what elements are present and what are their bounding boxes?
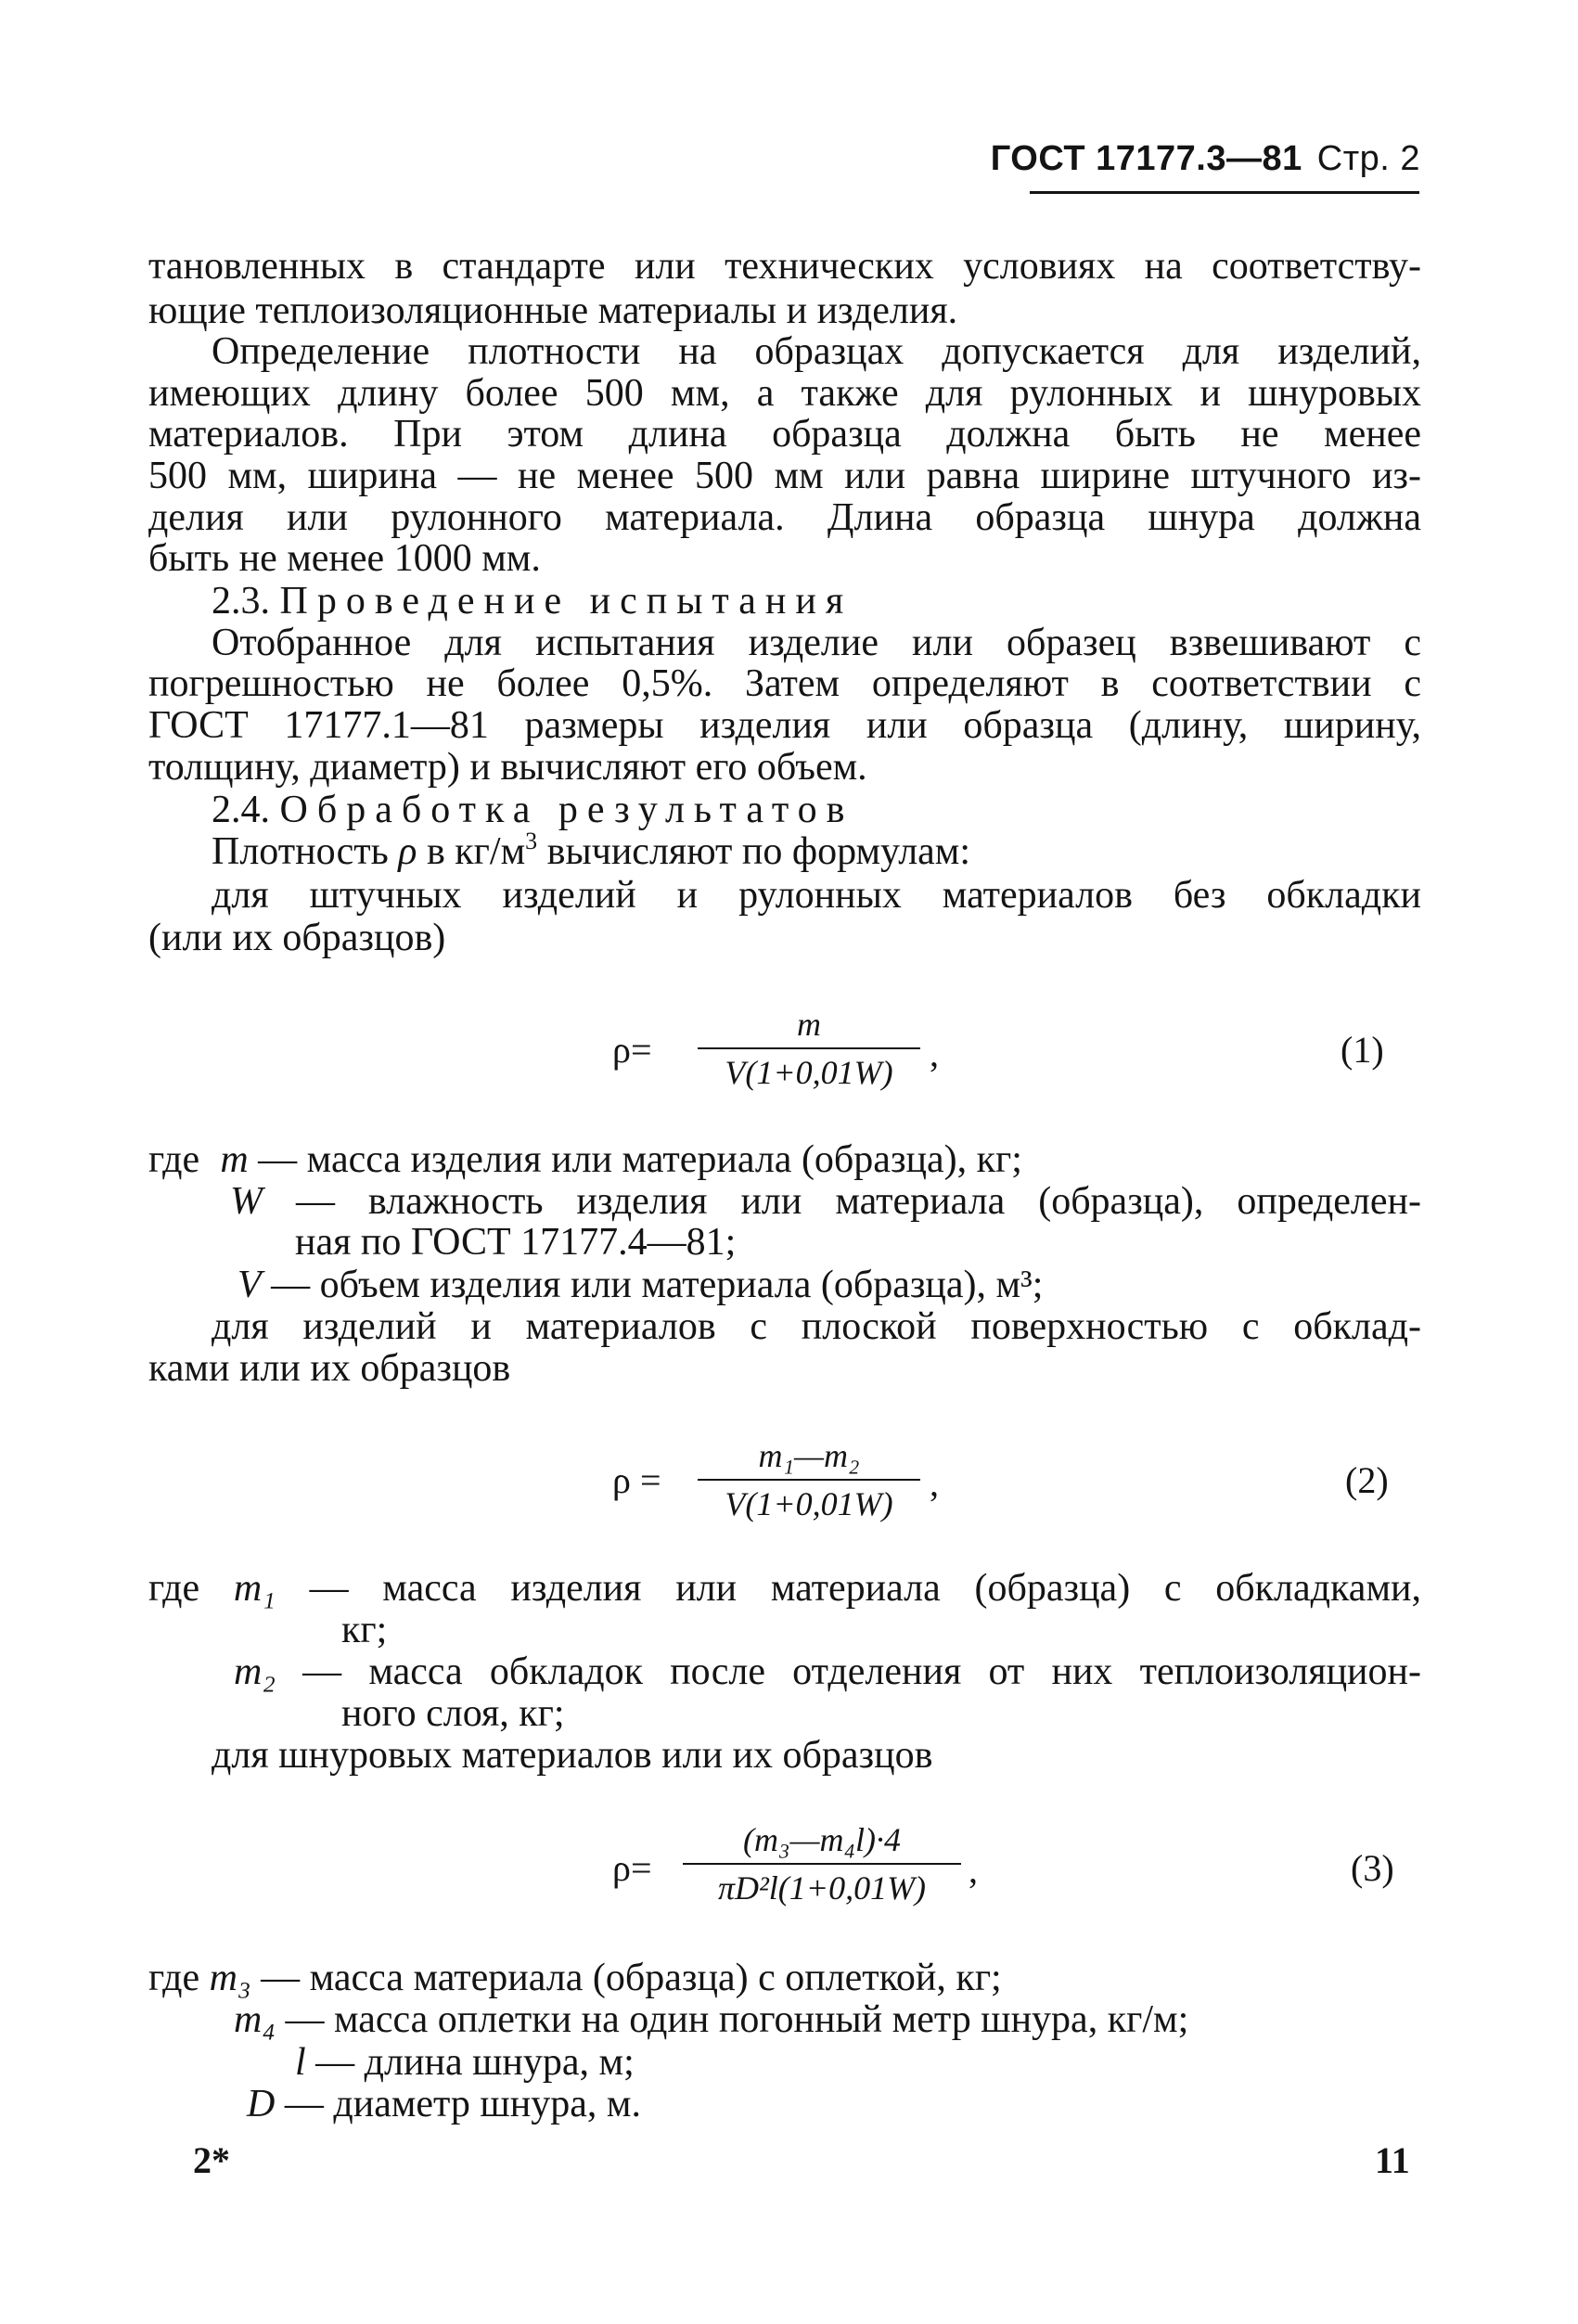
page-number: 11 xyxy=(1375,2139,1410,2181)
equation-number: (1) xyxy=(1341,1029,1384,1071)
page-label: Стр. 2 xyxy=(1316,139,1420,178)
text-line: ГОСТ 17177.1—81 размеры изделия или образца (длину, ширину, xyxy=(148,704,1421,747)
text-line: (или их образцов) xyxy=(148,917,446,959)
denominator: V(1+0,01W) xyxy=(698,1047,920,1092)
definition-line: где m₁ — масса изделия или материала (образца) с обкладками, xyxy=(148,1567,1421,1610)
text-line: тановленных в стандарте или технических условиях на соответству- xyxy=(148,245,1421,288)
text-line: Определение плотности на образцах допускается для изделий, xyxy=(212,330,1421,373)
fraction xyxy=(698,1436,920,1523)
text-line: для изделий и материалов с плоской поверхностью с обклад- xyxy=(212,1305,1421,1348)
text-line: для шнуровых материалов или их образцов xyxy=(212,1734,933,1777)
definition-line: кг; xyxy=(341,1609,388,1651)
definition-line: m₄ — масса оплетки на один погонный метр шнура, кг/м; xyxy=(234,1998,1189,2041)
text-line: Отобранное для испытания изделие или образец взвешивают с xyxy=(212,622,1421,664)
rho-symbol: ρ xyxy=(398,830,417,873)
section-heading-2-3 xyxy=(212,578,853,624)
formula-lhs: ρ= xyxy=(612,1029,652,1071)
definition-line: V — объем изделия или материала (образца), м³; xyxy=(237,1264,1044,1306)
section-number: 2.3. xyxy=(212,580,270,623)
section-title: Проведение испытания xyxy=(279,580,853,623)
denominator: πD²l(1+0,01W) xyxy=(683,1863,961,1907)
definition-line: m₂ — масса обкладок после отделения от них теплоизоляцион- xyxy=(234,1650,1421,1693)
header-rule xyxy=(1030,191,1419,194)
document-page: ГОСТ 17177.3—81 Стр. 2 тановленных в стандарте или технических условиях на соответству- ющие теплоизоляционные материалы и изделия. Определение плотности на образцах допускается для изделий, имеющих длину более 500 мм, а также для рулонных и шнуровых материалов. При этом длина образца должна быть не менее 500 мм, ширина — не менее 500 мм или равна ширине штучного из- делия или рулонного материала. Длина образца шнура должна быть не менее 1000 мм. 2.3. Проведение испытания Отобранное для испытания изделие или образец взвешивают с погрешностью не более 0,5%. Затем определяют в соответствии с ГОСТ 17177.1—81 размеры изделия или образца (длину, ширину, толщину, диаметр) и вычисляют его объем. 2.4. Обработка результатов Плотность ρ в $кг/м^3$ вычисляют по формулам: для штучных изделий и рулонных материалов без обкладки (или их образцов) ρ= $\frac{m}{V(1+0,01W)}$ , (1) где m — масса изделия или материала (образца), кг; W — влажность изделия или материала (образца), определен- ная по ГОСТ 17177.4—81; V — объем изделия или материала (образца), м³; для изделий и материалов с плоской поверхностью с обклад- ками или их образцов ρ = $\frac{\text{m₁—m₂}}{V(1+0,01W)}$ , (2) где m₁ — масса изделия или материала (образца) с обкладками, кг; m₂ — масса обкладок после отделения от них теплоизоляцион- ного слоя, кг; для шнуровых материалов или их образцов ρ= $\frac{\text{(m₃—m₄l)·4}}{\text{πD²l(1+0,01W)}}$ , (3) где m₃ — масса материала (образца) с оплеткой, кг; m₄ — масса оплетки на один погонный метр шнура, кг/м; l — длина шнура, м; D — диаметр шнура, м. 2* 11 xyxy=(148,139,1421,2181)
numerator: m xyxy=(797,1006,821,1043)
definition-line: где m — масса изделия или материала (образца), кг; xyxy=(148,1138,1022,1181)
text-line: толщину, диаметр) и вычисляют его объем. xyxy=(148,746,867,789)
text-line: делия или рулонного материала. Длина образца шнура должна xyxy=(148,496,1421,539)
text-line-density: Плотность ρ в $кг/м^3$ вычисляют по формулам: xyxy=(212,828,971,873)
text-line: имеющих длину более 500 мм, а также для рулонных и шнуровых xyxy=(148,372,1421,415)
fraction xyxy=(683,1820,961,1907)
text-line: для штучных изделий и рулонных материалов без обкладки xyxy=(212,874,1421,917)
definition-line: W — влажность изделия или материала (образца), определен- xyxy=(230,1180,1421,1223)
text-line: быть не менее 1000 мм. xyxy=(148,537,541,580)
formula-lhs: ρ = xyxy=(612,1459,661,1501)
section-heading-2-4 xyxy=(212,787,854,833)
definition-line: ная по ГОСТ 17177.4—81; xyxy=(295,1221,737,1264)
text-line: материалов. При этом длина образца должна быть не менее xyxy=(148,413,1421,456)
definition-line: ного слоя, кг; xyxy=(341,1692,565,1735)
definition-line: D — диаметр шнура, м. xyxy=(247,2083,641,2125)
section-number: 2.4. xyxy=(212,789,270,831)
signature-mark: 2* xyxy=(193,2139,230,2181)
section-title: Обработка результатов xyxy=(279,789,854,831)
equation-number: (3) xyxy=(1351,1847,1394,1889)
numerator: m₁—m₂ xyxy=(758,1437,860,1474)
page-header xyxy=(991,139,1420,179)
equation-number: (2) xyxy=(1345,1459,1389,1501)
fraction xyxy=(698,1005,920,1092)
standard-number: ГОСТ 17177.3—81 xyxy=(990,139,1302,178)
numerator: (m₃—m₄l)·4 xyxy=(742,1821,901,1858)
text-line: погрешностью не более 0,5%. Затем определяют в соответствии с xyxy=(148,662,1421,705)
text-line: ками или их образцов xyxy=(148,1347,511,1390)
definition-line: l — длина шнура, м; xyxy=(295,2041,635,2084)
text-line: 500 мм, ширина — не менее 500 мм или равна ширине штучного из- xyxy=(148,455,1421,497)
text-line: ющие теплоизоляционные материалы и изделия. xyxy=(148,289,958,332)
denominator: V(1+0,01W) xyxy=(698,1479,920,1523)
formula-lhs: ρ= xyxy=(612,1847,652,1889)
definition-line: где m₃ — масса материала (образца) с оплеткой, кг; xyxy=(148,1957,1002,1999)
